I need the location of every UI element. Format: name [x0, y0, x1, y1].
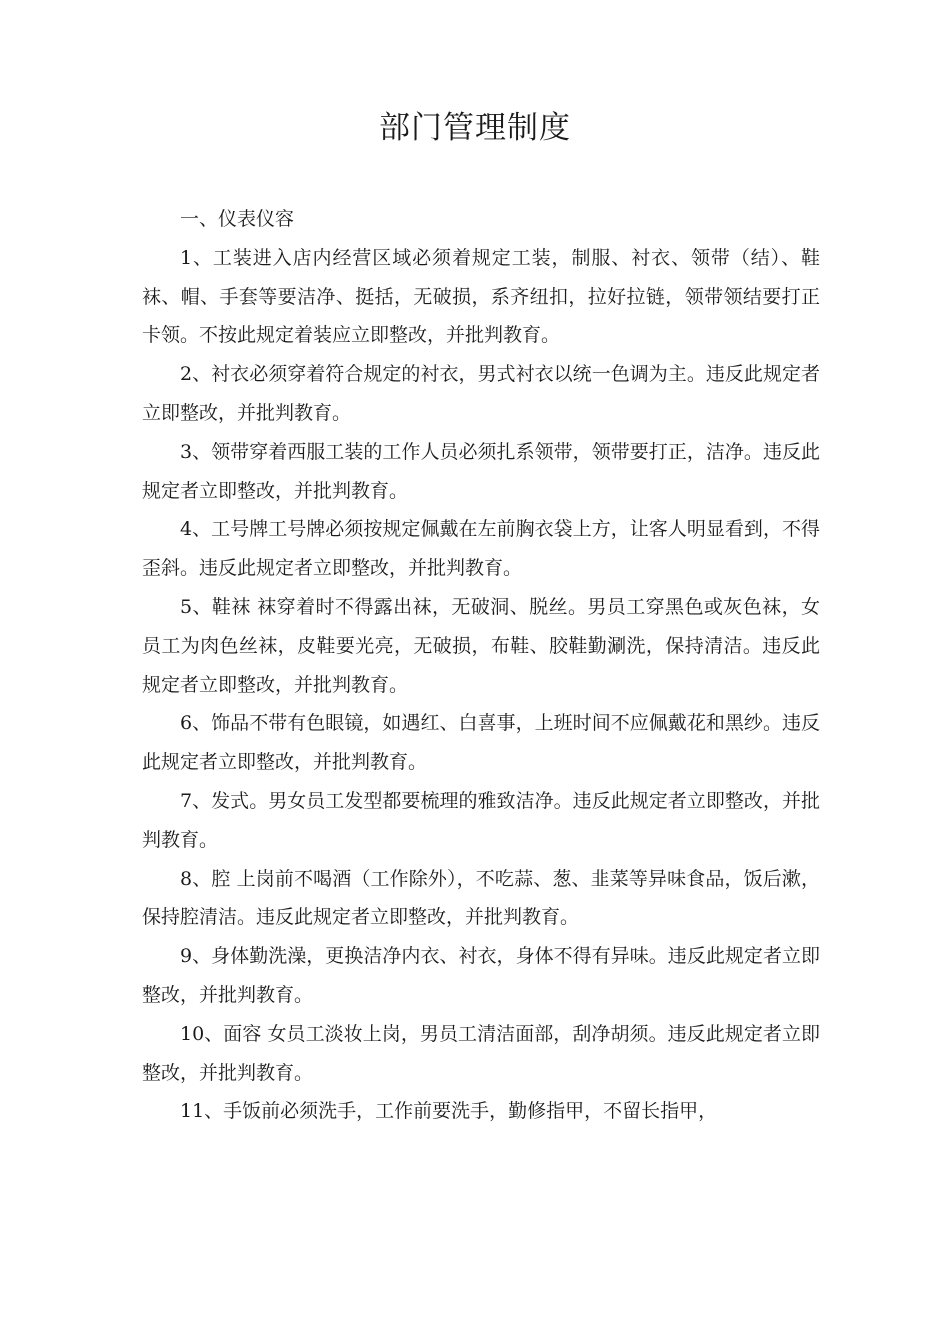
section-heading: 一、仪表仪容: [180, 208, 295, 230]
paragraph-10: 10、面容 女员工淡妆上岗，男员工清洁面部，刮净胡须。违反此规定者立即整改，并批判教育。: [142, 1022, 820, 1084]
paragraph-6: 6、饰品不带有色眼镜，如遇红、白喜事，上班时间不应佩戴花和黑纱。违反此规定者立即整改，并批判教育。: [142, 712, 820, 774]
paragraph-7: 7、发式。男女员工发型都要梳理的雅致洁净。违反此规定者立即整改，并批判教育。: [142, 789, 820, 851]
paragraph-4: 4、工号牌工号牌必须按规定佩戴在左前胸衣袋上方，让客人明显看到，不得歪斜。违反此规定者立即整改，并批判教育。: [142, 518, 820, 580]
paragraph-9: 9、身体勤洗澡，更换洁净内衣、衬衣，身体不得有异味。违反此规定者立即整改，并批判教育。: [142, 945, 820, 1006]
paragraph-2: 2、衬衣必须穿着符合规定的衬衣，男式衬衣以统一色调为主。违反此规定者立即整改，并批判教育。: [142, 363, 820, 424]
document-body: [142, 200, 820, 1131]
document-title: 部门管理制度: [379, 110, 571, 146]
paragraph-3: 3、领带穿着西服工装的工作人员必须扎系领带，领带要打正，洁净。违反此规定者立即整改，并批判教育。: [142, 440, 820, 502]
paragraph-8: 8、腔 上岗前不喝酒（工作除外），不吃蒜、葱、韭菜等异味食品，饭后漱，保持腔清洁。违反此规定者立即整改，并批判教育。: [142, 867, 820, 929]
paragraph-1: 1、工装进入店内经营区域必须着规定工装，制服、衬衣、领带（结）、鞋袜、帽、手套等要洁净、挺括，无破损，系齐纽扣，拉好拉链，领带领结要打正卡领。不按此规定着装应立即整改，并批判教育。: [142, 246, 820, 347]
paragraph-5: 5、鞋袜 袜穿着时不得露出袜，无破洞、脱丝。男员工穿黑色或灰色袜，女员工为肉色丝袜，皮鞋要光亮，无破损，布鞋、胶鞋勤涮洗，保持清洁。违反此规定者立即整改，并批判教育。: [142, 595, 820, 696]
paragraph-11: 11、手饭前必须洗手，工作前要洗手，勤修指甲，不留长指甲，: [180, 1100, 718, 1123]
